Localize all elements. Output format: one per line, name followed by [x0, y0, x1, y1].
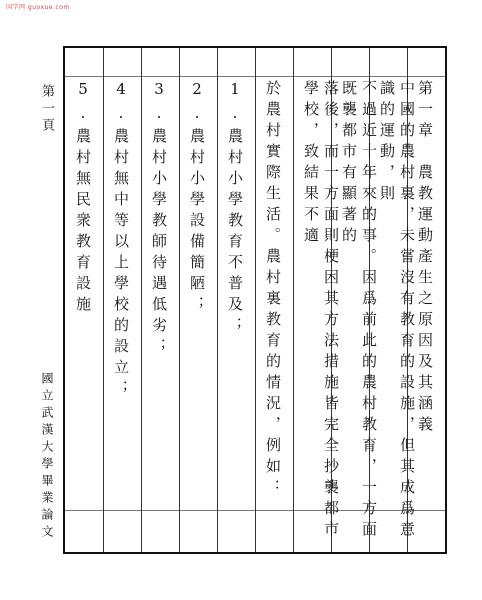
- list-item: 2.農村小學設備簡陋；: [188, 80, 206, 317]
- column-rule: [141, 48, 142, 552]
- chapter-heading: 第一章 農教運動產生之原因及其涵義: [416, 80, 434, 437]
- list-item: 5.農村無民衆教育設施: [74, 80, 92, 317]
- body-column: 不過近十年來的事。因爲前此的農村教育，一方面既襲都市有顯著的: [340, 80, 378, 542]
- column-rule: [179, 48, 180, 552]
- page-number: 第一頁: [39, 84, 54, 135]
- column-rule: [103, 48, 104, 552]
- body-column: 中國的農村裏，未嘗沒有教育的設施，但其成爲意識的運動，則: [378, 80, 416, 542]
- body-column: 落後，而一方面則梗困其方法措施皆完全抄襲都市學校，致結果不適: [302, 80, 340, 542]
- watermark-text: 国学网 guoxue.com: [6, 4, 70, 11]
- manuscript-frame: [63, 46, 447, 554]
- list-item: 1.農村小學教育不普及；: [226, 80, 244, 338]
- list-item: 3.農村小學教師待遇低劣；: [150, 80, 168, 359]
- body-column: 於農村實際生活。農村裏教育的情況，例如：: [264, 80, 282, 500]
- school-label: 國立武漢大學畢業論文: [40, 372, 54, 542]
- column-rule: [293, 48, 294, 552]
- column-rule: [255, 48, 256, 552]
- list-item: 4.農村無中等以上學校的設立；: [112, 80, 130, 401]
- column-rule: [217, 48, 218, 552]
